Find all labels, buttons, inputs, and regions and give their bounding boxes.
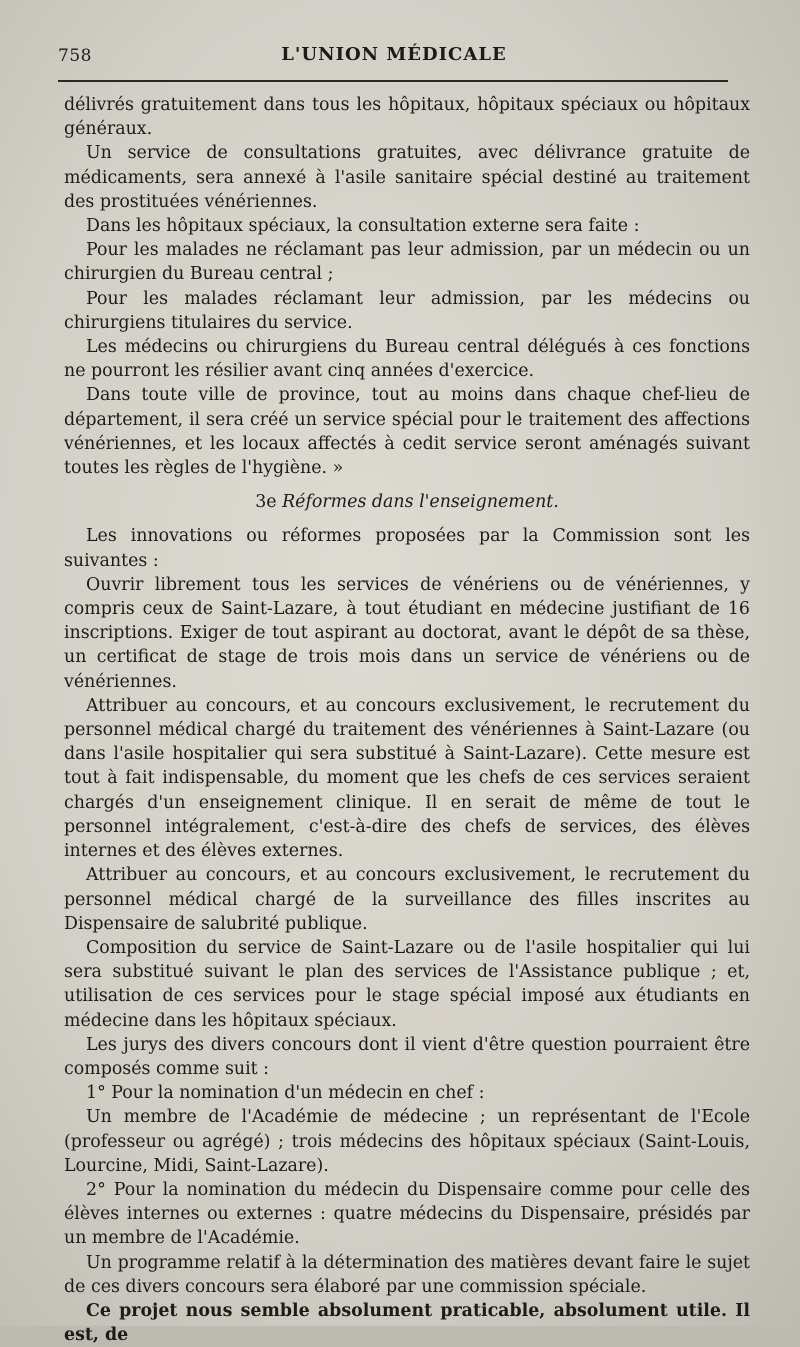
paragraph: Un service de consultations gratuites, avec délivrance gratuite de médicaments, sera annexé à l'asile sanitaire spécial destiné au traitement des prostituées vénériennes. — [64, 143, 750, 212]
paragraph: Attribuer au concours, et au concours exclusivement, le recrutement du personnel médical chargé du traitement des vénériennes à Saint-Lazare (ou dans l'asile hospitalier qui sera substitué à Saint-Lazare). Cette mesure est tout à fait indispensable, du moment que les chefs de ces services seraient chargés d'un enseignement clinique. Il en serait de même de tout le personnel intégralement, c'est-à-dire des chefs de services, des élèves internes et des élèves externes. — [64, 695, 750, 862]
paragraph: Ce projet nous semble absolument praticable, absolument utile. Il est, de — [64, 1300, 750, 1346]
paragraph: délivrés gratuitement dans tous les hôpitaux, hôpitaux spéciaux ou hôpitaux généraux. — [64, 95, 750, 140]
paragraph: Les innovations ou réformes proposées par la Commission sont les suivantes : — [64, 526, 750, 571]
page-header — [58, 44, 730, 72]
running-title: L'UNION MÉDICALE — [281, 44, 507, 65]
section-title: Réformes dans l'enseignement. — [282, 492, 559, 513]
section-number: 3e — [255, 492, 277, 513]
section-heading — [64, 490, 750, 514]
paragraph: Dans toute ville de province, tout au moins dans chaque chef-lieu de département, il sera créé un service spécial pour le traitement des affections vénériennes, et les locaux affectés à cedit service seront aménagés suivant toutes les règles de l'hygiène. » — [64, 385, 750, 479]
paragraph: Composition du service de Saint-Lazare ou de l'asile hospitalier qui lui sera substitué suivant le plan des services de l'Assistance publique ; et, utilisation de ces services pour le stage spécial imposé aux étudiants en médecine dans les hôpitaux spéciaux. — [64, 937, 750, 1031]
paragraph: 1° Pour la nomination d'un médecin en chef : — [86, 1083, 485, 1104]
paragraph: Pour les malades ne réclamant pas leur admission, par un médecin ou un chirurgien du Bureau central ; — [64, 240, 750, 285]
paragraph: Dans les hôpitaux spéciaux, la consultation externe sera faite : — [86, 216, 640, 237]
paragraph: Un programme relatif à la détermination des matières devant faire le sujet de ces divers concours sera élaboré par une commission spéciale. — [64, 1252, 750, 1297]
paragraph: Ouvrir librement tous les services de vénériens ou de vénériennes, y compris ceux de Saint-Lazare, à tout étudiant en médecine justifiant de 16 inscriptions. Exiger de tout aspirant au doctorat, avant le dépôt de sa thèse, un certificat de stage de trois mois dans un service de vénériens ou de vénériennes. — [64, 574, 750, 692]
body-text — [64, 93, 750, 1347]
paragraph: Les jurys des divers concours dont il vient d'être question pourraient être composés comme suit : — [64, 1034, 750, 1079]
paragraph: Pour les malades réclamant leur admission, par les médecins ou chirurgiens titulaires du service. — [64, 288, 750, 333]
paragraph: Les médecins ou chirurgiens du Bureau central délégués à ces fonctions ne pourront les résilier avant cinq années d'exercice. — [64, 337, 750, 382]
page-number: 758 — [58, 46, 92, 66]
paragraph: Un membre de l'Académie de médecine ; un représentant de l'Ecole (professeur ou agrégé) ; trois médecins des hôpitaux spéciaux (Saint-Louis, Lourcine, Midi, Saint-Lazare). — [64, 1107, 750, 1176]
header-rule — [58, 80, 728, 82]
paragraph: 2° Pour la nomination du médecin du Dispensaire comme pour celle des élèves internes ou externes : quatre médecins du Dispensaire, présidés par un membre de l'Académie. — [64, 1179, 750, 1249]
paragraph: Attribuer au concours, et au concours exclusivement, le recrutement du personnel médical chargé de la surveillance des filles inscrites au Dispensaire de salubrité publique. — [64, 865, 750, 934]
